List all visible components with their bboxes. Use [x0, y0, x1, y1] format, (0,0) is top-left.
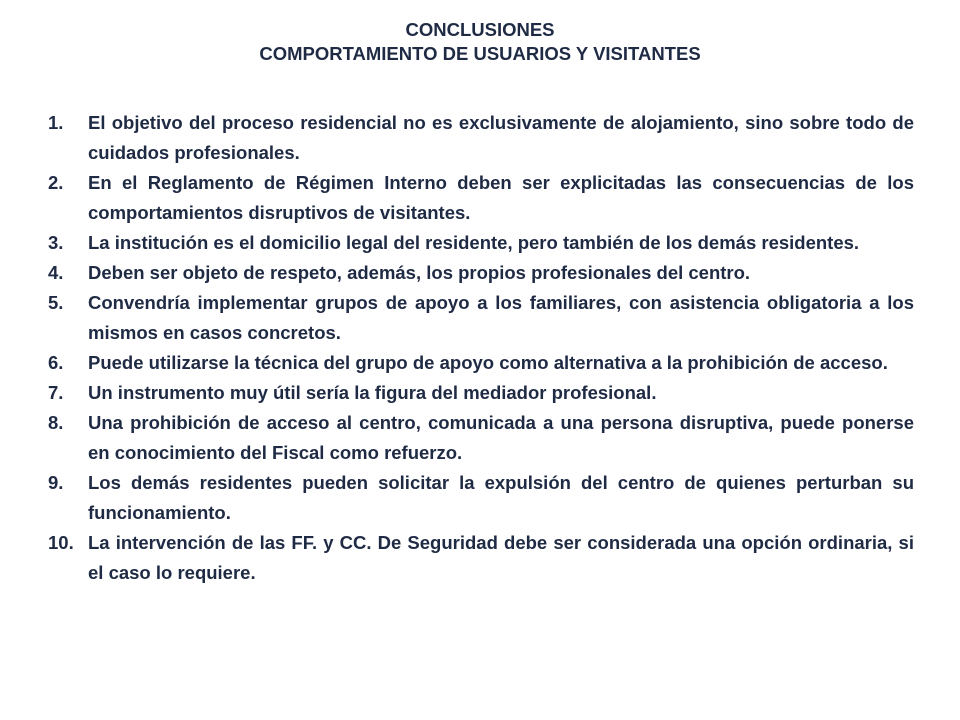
item-text: Puede utilizarse la técnica del grupo de apoyo como alternativa a la prohibición de acceso. — [88, 352, 888, 373]
item-text: Una prohibición de acceso al centro, comunicada a una persona disruptiva, puede ponerse en conocimiento del Fiscal como refuerzo. — [88, 412, 914, 463]
item-text: Un instrumento muy útil sería la figura del mediador profesional. — [88, 382, 657, 403]
list-item — [48, 468, 914, 528]
list-item — [48, 348, 914, 378]
list-item — [48, 168, 914, 228]
list-item — [48, 408, 914, 468]
list-item — [48, 108, 914, 168]
item-text: Deben ser objeto de respeto, además, los propios profesionales del centro. — [88, 262, 751, 283]
item-text: Los demás residentes pueden solicitar la expulsión del centro de quienes perturban su funcionamiento. — [88, 472, 914, 523]
item-number: 6. — [48, 352, 64, 373]
item-number: 2. — [48, 172, 64, 193]
item-number: 7. — [48, 382, 64, 403]
item-number: 4. — [48, 262, 64, 283]
item-number: 1. — [48, 112, 64, 133]
item-text: El objetivo del proceso residencial no es exclusivamente de alojamiento, sino sobre todo de cuidados profesionales. — [88, 112, 914, 163]
list-item — [48, 378, 914, 408]
list-item — [48, 288, 914, 348]
item-text: En el Reglamento de Régimen Interno deben ser explicitadas las consecuencias de los comportamientos disruptivos de visitantes. — [88, 172, 914, 223]
item-text: La intervención de las FF. y CC. De Seguridad debe ser considerada una opción ordinaria, si el caso lo requiere. — [88, 532, 914, 583]
item-number: 5. — [48, 292, 64, 313]
item-number: 8. — [48, 412, 64, 433]
conclusions-list — [48, 108, 914, 588]
item-text: Convendría implementar grupos de apoyo a los familiares, con asistencia obligatoria a los mismos en casos concretos. — [88, 292, 914, 343]
list-item — [48, 528, 914, 588]
title-line-1: CONCLUSIONES — [405, 19, 555, 40]
list-item — [48, 258, 914, 288]
item-text: La institución es el domicilio legal del residente, pero también de los demás residentes. — [88, 232, 860, 253]
list-item — [48, 228, 914, 258]
page-title — [0, 18, 960, 66]
title-line-2: COMPORTAMIENTO DE USUARIOS Y VISITANTES — [259, 43, 701, 64]
item-number: 9. — [48, 472, 64, 493]
item-number: 3. — [48, 232, 64, 253]
item-number: 10. — [48, 532, 74, 553]
